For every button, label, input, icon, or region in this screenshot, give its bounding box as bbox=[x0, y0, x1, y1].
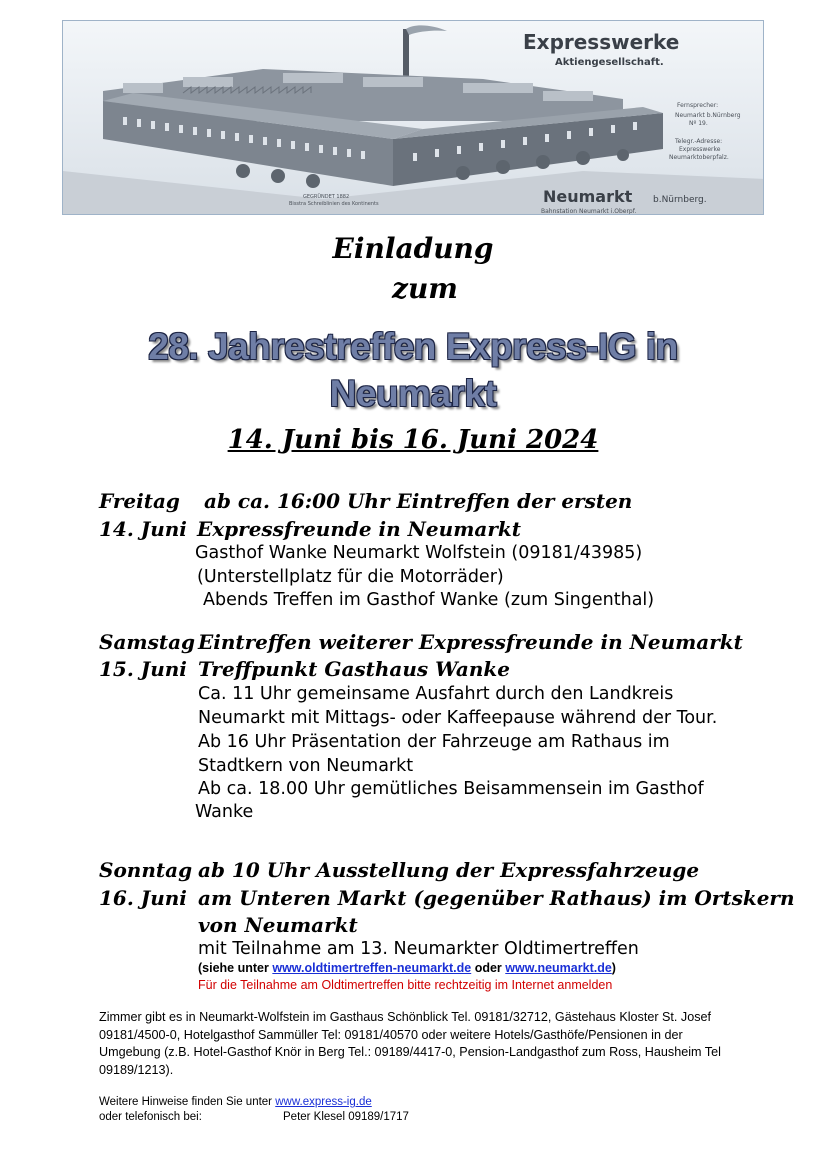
saturday-line6: Wanke bbox=[195, 802, 254, 822]
sunday-headline2: am Unteren Markt (gegenüber Rathaus) im Ortskern bbox=[198, 886, 795, 910]
friday-line2: (Unterstellplatz für die Motorräder) bbox=[197, 567, 504, 587]
saturday-date: 15. Juni bbox=[99, 657, 187, 681]
hint-prefix: (siehe unter bbox=[198, 961, 269, 975]
friday-line3: Abends Treffen im Gasthof Wanke (zum Singenthal) bbox=[203, 590, 655, 610]
phone-line2-text: Nº 19. bbox=[689, 120, 708, 127]
city-suffix-text: b.Nürnberg. bbox=[653, 195, 707, 205]
saturday-line4: Stadtkern von Neumarkt bbox=[198, 756, 414, 776]
oldtimertreffen-link[interactable]: www.oldtimertreffen-neumarkt.de bbox=[272, 961, 472, 975]
invitation-line2: zum bbox=[392, 272, 458, 305]
event-title-line1: 28. Jahrestreffen Express-IG in bbox=[148, 326, 678, 367]
friday-headline1: ab ca. 16:00 Uhr Eintreffen der ersten bbox=[204, 489, 633, 513]
station-text: Bahnstation Neumarkt i.Oberpf. bbox=[541, 208, 637, 215]
footer-info-prefix: Weitere Hinweise finden Sie unter bbox=[99, 1096, 273, 1108]
registration-warning: Für die Teilnahme am Oldtimertreffen bitte rechtzeitig im Internet anmelden bbox=[198, 978, 613, 992]
header-factory-image bbox=[62, 20, 764, 215]
invitation-line1: Einladung bbox=[332, 232, 494, 265]
sunday-day: Sonntag bbox=[99, 858, 193, 882]
sunday-headline1: ab 10 Uhr Ausstellung der Expressfahrzeuge bbox=[198, 858, 700, 882]
telegram-line2-text: Neumarktoberpfalz. bbox=[669, 154, 729, 161]
founded-sub-text: Bisstra Schreiblinien des Kontinents bbox=[289, 201, 379, 207]
footer-info bbox=[99, 1096, 372, 1108]
hint-suffix: ) bbox=[611, 961, 616, 975]
factory-illustration bbox=[63, 21, 764, 215]
footer-phone-prefix: oder telefonisch bei: bbox=[99, 1111, 202, 1123]
telegram-label-text: Telegr.-Adresse: bbox=[675, 138, 723, 145]
friday-line1: Gasthof Wanke Neumarkt Wolfstein (09181/43985) bbox=[195, 543, 643, 563]
company-subtitle-text: Aktiengesellschaft. bbox=[555, 57, 664, 68]
sunday-headline3: von Neumarkt bbox=[198, 913, 358, 937]
saturday-day: Samstag bbox=[99, 630, 196, 654]
company-name-text: Expresswerke bbox=[523, 30, 680, 54]
saturday-headline1: Eintreffen weiterer Expressfreunde in Neumarkt bbox=[198, 630, 743, 654]
saturday-line1: Ca. 11 Uhr gemeinsame Ausfahrt durch den Landkreis bbox=[198, 684, 674, 704]
express-ig-link[interactable]: www.express-ig.de bbox=[275, 1096, 372, 1108]
founded-text: GEGRÜNDET 1882 bbox=[303, 194, 350, 200]
neumarkt-link[interactable]: www.neumarkt.de bbox=[505, 961, 612, 975]
telegram-line1-text: Expresswerke bbox=[679, 146, 721, 153]
hint-mid: oder bbox=[474, 961, 502, 975]
event-dates: 14. Juni bis 16. Juni 2024 bbox=[227, 425, 599, 455]
phone-line1-text: Neumarkt b.Nürnberg bbox=[675, 112, 741, 119]
friday-headline2: Expressfreunde in Neumarkt bbox=[197, 517, 521, 541]
accommodation-info: Zimmer gibt es in Neumarkt-Wolfstein im Gasthaus Schönblick Tel. 09181/32712, Gästehaus Kloster St. Josef 09181/4500-0, Hotelgasthof Sammüller Tel: 09181/40570 oder weitere Hotels/Gasthöfe/Pensionen in der Umgebung (z.B. Hotel-Gasthof Knör in Berg Tel.: 09189/4417-0, Pension-Landgasthof zum Ross, Hausheim Tel 09189/1213). bbox=[99, 1010, 721, 1077]
friday-day: Freitag bbox=[99, 489, 180, 513]
saturday-headline2: Treffpunkt Gasthaus Wanke bbox=[198, 657, 510, 681]
saturday-line2: Neumarkt mit Mittags- oder Kaffeepause während der Tour. bbox=[198, 708, 718, 728]
sunday-line1: mit Teilnahme am 13. Neumarkter Oldtimertreffen bbox=[198, 939, 639, 959]
phone-label-text: Fernsprecher: bbox=[677, 102, 719, 109]
saturday-line5: Ab ca. 18.00 Uhr gemütliches Beisammensein im Gasthof bbox=[198, 779, 704, 799]
sunday-links-hint bbox=[198, 961, 616, 975]
city-text: Neumarkt bbox=[543, 187, 633, 206]
sunday-date: 16. Juni bbox=[99, 886, 187, 910]
saturday-line3: Ab 16 Uhr Präsentation der Fahrzeuge am Rathaus im bbox=[198, 732, 670, 752]
event-title-line2: Neumarkt bbox=[329, 373, 497, 414]
friday-date: 14. Juni bbox=[99, 517, 187, 541]
footer-contact: Peter Klesel 09189/1717 bbox=[283, 1111, 409, 1123]
